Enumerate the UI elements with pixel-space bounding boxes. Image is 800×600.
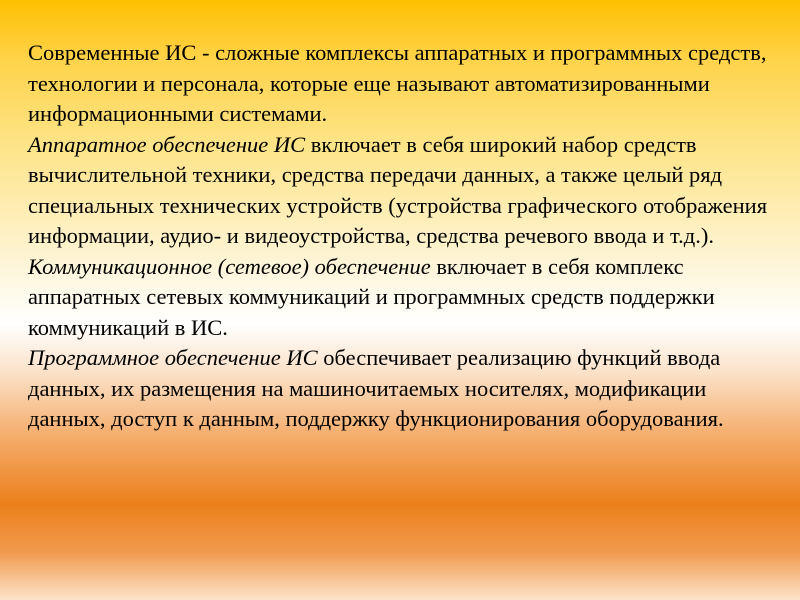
- paragraph-intro-text: Современные ИС - сложные комплексы аппаратных и программных средств, технологии и персонала, которые еще называют автоматизированными информационными системами.: [28, 40, 767, 126]
- paragraph-hardware: [28, 130, 778, 252]
- paragraph-software-term: Программное обеспечение ИС: [28, 345, 318, 370]
- paragraph-intro: [28, 38, 778, 130]
- paragraph-software-text: обеспечивает реализацию функций ввода данных, их размещения на машиночитаемых носителях, модификации данных, доступ к данным, поддержку функционирования оборудования.: [28, 345, 724, 431]
- paragraph-software: [28, 343, 778, 435]
- slide-text-block: [28, 38, 778, 435]
- paragraph-network: [28, 252, 778, 344]
- paragraph-network-text: включает в себя комплекс аппаратных сетевых коммуникаций и программных средств поддержки коммуникаций в ИС.: [28, 253, 715, 340]
- paragraph-network-term: Коммуникационное (сетевое) обеспечение: [28, 253, 431, 279]
- paragraph-hardware-text: включает в себя широкий набор средств вычислительной техники, средства передачи данных, а также целый ряд специальных технических устройств (устройства графического отображения информации, аудио- и видеоустройства, средства речевого ввода и т.д.).: [28, 131, 768, 248]
- paragraph-hardware-term: Аппаратное обеспечение ИС: [28, 131, 306, 157]
